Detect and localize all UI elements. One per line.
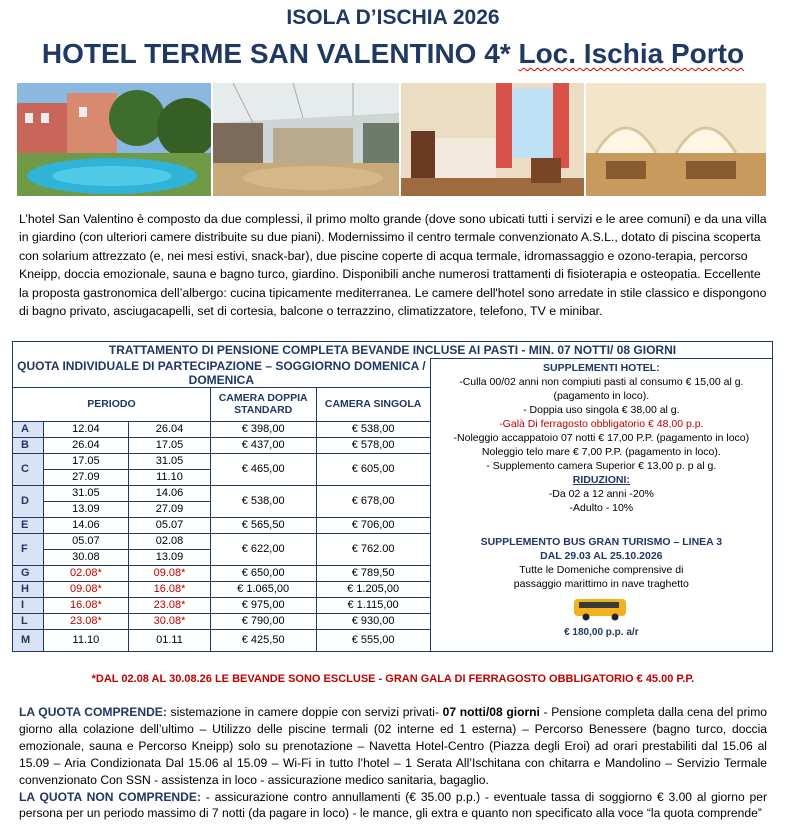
reductions-title: RIDUZIONI:	[572, 474, 630, 486]
row-double: € 650,00	[210, 565, 316, 581]
supplement-towel: Noleggio telo mare € 7,00 P.P. (pagamento in loco).	[481, 446, 721, 458]
destination-title: ISOLA D’ISCHIA 2026	[286, 6, 500, 29]
row-to: 30.08*	[129, 613, 211, 629]
row-to: 05.07	[129, 517, 211, 533]
row-single: € 789,50	[316, 565, 430, 581]
row-to: 01.11	[129, 629, 211, 651]
supplement-bathrobe: -Noleggio accappatoio 07 notti € 17,00 P.P. (pagamento in loco)	[453, 432, 750, 444]
row-from: 14.06	[43, 517, 129, 533]
beverages-note: *DAL 02.08 AL 30.08.26 LE BEVANDE SONO ESCLUSE - GRAN GALA DI FERRAGOSTO OBBLIGATORIO € 45.00 P.P.	[91, 673, 695, 685]
row-single: € 1.205,00	[316, 581, 430, 597]
includes-text-2: - Pensione completa dalla cena del primo giorno alla colazione dell’ultimo – Utilizzo delle piscine termali (02 interne ed 1 esterna) – Percorso Benessere (bagno turco, doccia emozionale, sauna e Percorso Kneipp) solo su prenotazione – Navetta Hotel-Centro (Piazza degli Eroi) ad orari prestabiliti dal 15.06 al 15.09 – Aria Condizionata Dal 15.06 al 15.09 – Wi-Fi in tutto l’hotel – 1 Serata All’Ischitana con chitarra e Mandolino – Servizio Termale convenzionato Con SSN - assistenza in loco - assicurazione medico sanitaria, bagaglio.	[19, 705, 767, 787]
supplements-title: SUPPLEMENTI HOTEL:	[543, 362, 660, 374]
row-to: 11.10	[129, 469, 211, 485]
includes-label: LA QUOTA COMPRENDE:	[19, 705, 167, 719]
row-double: € 465,00	[210, 453, 316, 485]
excludes-text: - assicurazione contro annullamenti (€ 35.00 p.p.) - eventuale tassa di soggiorno € 3.00 al giorno per persona per un periodo massimo di 7 notti (da pagare in loco) - le mance, gli extra e quanto non specificato alla voce “la quota comprende”	[19, 789, 768, 821]
lounge-photo	[586, 83, 766, 196]
row-code: B	[13, 437, 44, 453]
row-to: 26.04	[129, 421, 211, 437]
supplement-superior: - Supplemento camera Superior € 13,00 p. p al g.	[486, 460, 717, 472]
bus-icon	[435, 597, 768, 625]
row-to: 09.08*	[129, 565, 211, 581]
includes-text-1: sistemazione in camere doppie con servizi privati-	[166, 705, 443, 719]
col-single-room: CAMERA SINGOLA	[316, 387, 430, 421]
row-to: 16.08*	[129, 581, 211, 597]
supplements-panel	[430, 359, 772, 652]
hotel-title	[0, 38, 786, 70]
includes-nights: 07 notti/08 giorni	[442, 705, 540, 719]
row-from: 27.09	[43, 469, 129, 485]
row-from: 09.08*	[43, 581, 129, 597]
hotel-description: L’hotel San Valentino è composto da due complessi, il primo molto grande (dove sono ubicati tutti i servizi e le aree comuni) e da una villa in giardino (con ulteriori camere distribuite su due piani). Modernissimo il centro termale convenzionato A.S.L., dotato di piscina scoperta con solarium attrezzato (e, nei mesi estivi, snack-bar), due piscine coperte di acqua termale, idromassaggio e ozono-terapia, percorso Kneipp, doccia emozionale, sauna e bagno turco, giardino. Disponibili anche numerosi trattamenti di fisioterapia e osteopatia. Eccellente la proposta gastronomica dell’albergo: cucina tipicamente mediterranea. Le camere dell'hotel sono arredate in stile classico e dispongono di bagno privato, asciugacapelli, set di cortesia, balcone o terrazzino, climatizzatore, telefono, TV e minibar.	[19, 212, 767, 319]
row-double: € 790,00	[210, 613, 316, 629]
pool-photo	[17, 83, 211, 196]
row-code: F	[13, 533, 44, 565]
row-code: E	[13, 517, 44, 533]
indoor-thermal-pool-photo	[213, 83, 399, 196]
table-header-treatment: TRATTAMENTO DI PENSIONE COMPLETA BEVANDE INCLUSE AI PASTI - MIN. 07 NOTTI/ 08 GIORNI	[13, 342, 773, 359]
row-from: 16.08*	[43, 597, 129, 613]
row-double: € 437,00	[210, 437, 316, 453]
row-from: 30.08	[43, 549, 129, 565]
row-double: € 1.065,00	[210, 581, 316, 597]
row-from: 13.09	[43, 501, 129, 517]
row-code: I	[13, 597, 44, 613]
supplement-gala: -Galà Di ferragosto obbligatorio € 48,00 p.p.	[499, 418, 704, 430]
row-code: L	[13, 613, 44, 629]
row-code: C	[13, 453, 44, 485]
row-double: € 425,50	[210, 629, 316, 651]
row-double: € 398,00	[210, 421, 316, 437]
row-from: 26.04	[43, 437, 129, 453]
row-code: A	[13, 421, 44, 437]
col-double-room: CAMERA DOPPIA STANDARD	[210, 387, 316, 421]
row-double: € 622,00	[210, 533, 316, 565]
supplement-single-use: - Doppia uso singola € 38,00 al g.	[523, 404, 680, 416]
row-to: 13.09	[129, 549, 211, 565]
row-to: 17.05	[129, 437, 211, 453]
row-from: 23.08*	[43, 613, 129, 629]
row-to: 23.08*	[129, 597, 211, 613]
row-to: 14.06	[129, 485, 211, 501]
row-single: € 706,00	[316, 517, 430, 533]
row-from: 05.07	[43, 533, 129, 549]
price-table	[12, 341, 773, 652]
quota-details	[19, 704, 767, 822]
reduction-child: -Da 02 a 12 anni -20%	[548, 488, 654, 500]
row-single: € 1.115,00	[316, 597, 430, 613]
row-single: € 605,00	[316, 453, 430, 485]
reduction-adult: -Adulto - 10%	[569, 502, 634, 514]
row-double: € 565,50	[210, 517, 316, 533]
excludes-label: LA QUOTA NON COMPRENDE:	[19, 789, 201, 804]
row-single: € 930,00	[316, 613, 430, 629]
supplement-cot: -Culla 00/02 anni non compiuti pasti al consumo € 15,00 al g.	[459, 376, 744, 388]
row-to: 27.09	[129, 501, 211, 517]
row-single: € 678,00	[316, 485, 430, 517]
row-single: € 762.00	[316, 533, 430, 565]
row-single: € 578,00	[316, 437, 430, 453]
row-code: G	[13, 565, 44, 581]
bedroom-photo	[401, 83, 584, 196]
row-code: D	[13, 485, 44, 517]
bus-text: Tutte le Domeniche comprensive di passaggio marittimo in nave traghetto	[513, 564, 689, 590]
col-period: PERIODO	[13, 387, 211, 421]
row-double: € 538,00	[210, 485, 316, 517]
bus-price: € 180,00 p.p. a/r	[564, 627, 639, 638]
table-header-quota: QUOTA INDIVIDUALE DI PARTECIPAZIONE – SOGGIORNO DOMENICA / DOMENICA	[13, 359, 431, 388]
row-from: 11.10	[43, 629, 129, 651]
row-from: 02.08*	[43, 565, 129, 581]
row-from: 17.05	[43, 453, 129, 469]
hotel-location: Loc. Ischia Porto	[518, 38, 745, 69]
supplement-cot-payment: (pagamento in loco).	[553, 390, 650, 402]
row-from: 31.05	[43, 485, 129, 501]
bus-title: SUPPLEMENTO BUS GRAN TURISMO – LINEA 3	[480, 536, 723, 548]
row-to: 31.05	[129, 453, 211, 469]
bus-dates: DAL 29.03 AL 25.10.2026	[540, 550, 663, 562]
hotel-name: HOTEL TERME SAN VALENTINO 4*	[41, 38, 511, 69]
row-from: 12.04	[43, 421, 129, 437]
row-to: 02.08	[129, 533, 211, 549]
row-single: € 555,00	[316, 629, 430, 651]
row-double: € 975,00	[210, 597, 316, 613]
row-code: M	[13, 629, 44, 651]
row-code: H	[13, 581, 44, 597]
row-single: € 538,00	[316, 421, 430, 437]
